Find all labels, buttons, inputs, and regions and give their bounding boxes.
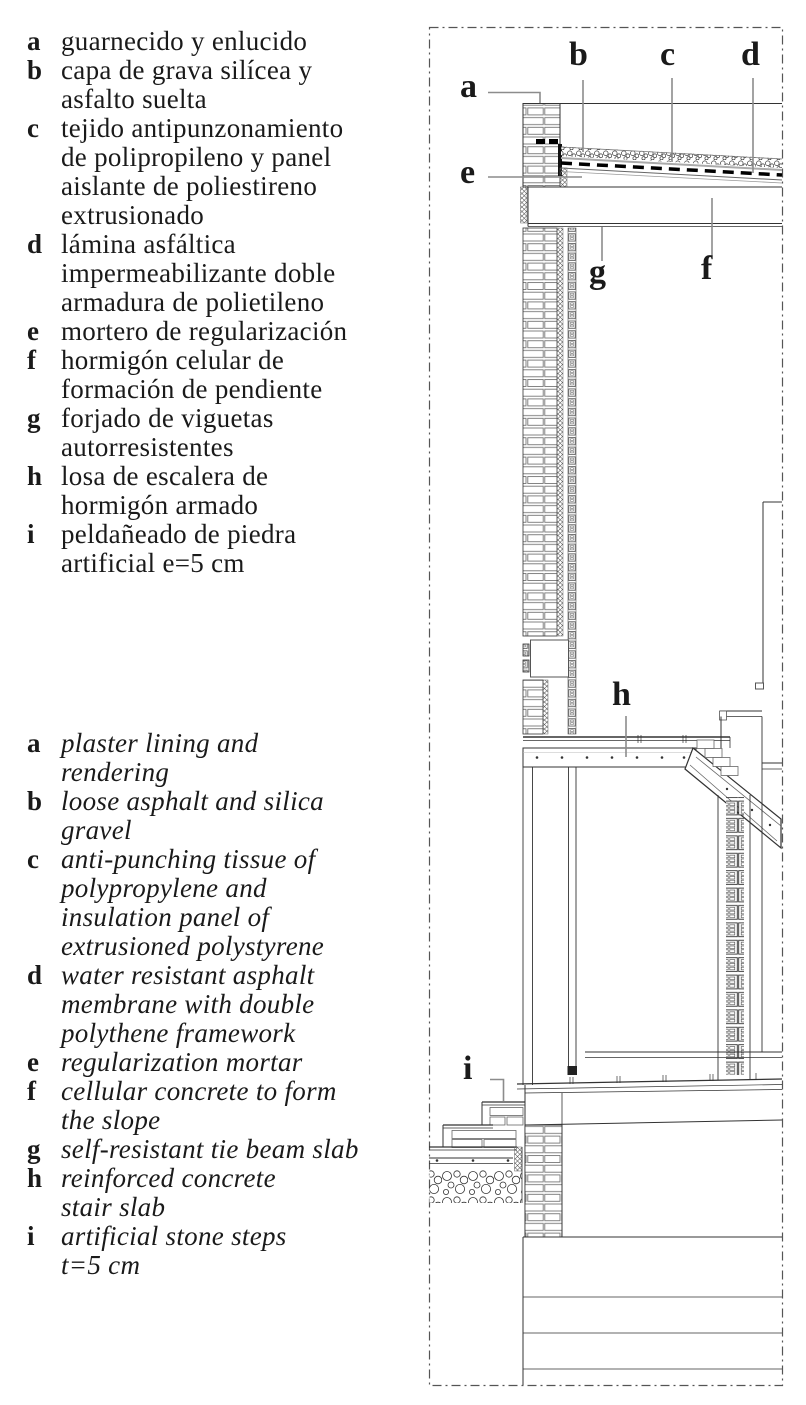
inner-hollow-brick-leaf xyxy=(568,228,576,734)
step-insulation xyxy=(515,1147,523,1171)
ground-strata-lines xyxy=(523,1237,782,1385)
legend-letter: f xyxy=(27,1076,37,1106)
screed-top xyxy=(517,1079,782,1084)
legend-line: membrane with double xyxy=(61,989,315,1019)
legend-line: gravel xyxy=(61,815,132,845)
legend-line: guarnecido y enlucido xyxy=(61,26,308,56)
legend-line: self-resistant tie beam slab xyxy=(61,1134,359,1164)
legend-line: armadura de polietileno xyxy=(61,287,325,317)
legend-letter: a xyxy=(27,26,41,56)
wall-box-recess xyxy=(531,640,569,677)
parapet-brick-wall xyxy=(523,104,560,188)
legend-line: losa de escalera de xyxy=(61,461,269,491)
gravel-bed xyxy=(430,1170,522,1203)
legend-letter: f xyxy=(27,345,37,375)
callout-b: b xyxy=(569,36,588,73)
legend-line: autorresistentes xyxy=(61,432,234,462)
legend-line: extrusionado xyxy=(61,200,205,230)
callout-g: g xyxy=(589,254,606,291)
cavity-wall xyxy=(523,228,576,734)
hollow-block-column xyxy=(726,797,744,1075)
legend-letter: a xyxy=(27,728,41,758)
callout-d: d xyxy=(741,36,760,73)
slab-bottom xyxy=(525,1120,782,1125)
legend-line: polypropylene and xyxy=(61,873,267,903)
lower-brick-leaf xyxy=(523,680,543,734)
legend-letter: h xyxy=(27,461,43,491)
legend-letter: h xyxy=(27,1163,43,1193)
entrance-steps xyxy=(429,1102,525,1203)
legend-letter: g xyxy=(27,403,41,433)
legend-line: cellular concrete to form xyxy=(61,1076,337,1106)
legend-letter: i xyxy=(27,519,35,549)
legend-letter: b xyxy=(27,55,43,85)
callout-h: h xyxy=(612,676,631,713)
parapet-dpc-dash xyxy=(549,139,558,144)
callout-e: e xyxy=(460,154,476,191)
legend-line: anti-punching tissue of xyxy=(61,844,316,874)
wall-insulation xyxy=(557,228,563,636)
lower-walls xyxy=(523,767,750,1085)
legend-letter: c xyxy=(27,113,40,143)
legend-line: forjado de viguetas xyxy=(61,403,274,433)
leader-i xyxy=(490,1080,504,1102)
small-block xyxy=(523,644,529,656)
legend-line: water resistant asphalt xyxy=(61,960,315,990)
legend-line: insulation panel of xyxy=(61,902,270,932)
legend-line: formación de pendiente xyxy=(61,374,323,404)
callout-c: c xyxy=(660,36,676,73)
wall-notch xyxy=(756,683,764,689)
legend-line: capa de grava silícea y xyxy=(61,55,313,85)
small-block xyxy=(523,660,529,672)
partition-base xyxy=(568,1066,578,1075)
callout-f: f xyxy=(701,250,713,287)
legend-line: reinforced concrete xyxy=(61,1163,276,1193)
leader-a xyxy=(488,93,540,104)
parapet-dpc-dash xyxy=(536,139,545,144)
legend-line: regularization mortar xyxy=(61,1047,303,1077)
legend-line: extrusioned polystyrene xyxy=(61,931,325,961)
legend-line: lámina asfáltica xyxy=(61,229,236,259)
legend-line: the slope xyxy=(61,1105,161,1135)
legend-letter: g xyxy=(27,1134,41,1164)
legend-letter: i xyxy=(27,1221,35,1251)
legend-line: stair slab xyxy=(61,1192,166,1222)
legend-line: plaster lining and xyxy=(61,728,259,758)
legend-line: impermeabilizante doble xyxy=(61,258,336,288)
legend-line: artificial stone steps xyxy=(61,1221,287,1251)
foundation-brick-wall xyxy=(525,1125,562,1237)
lower-insulation xyxy=(543,680,548,734)
legend-line: de polipropileno y panel xyxy=(61,142,332,172)
legend-line: aislante de poliestireno xyxy=(61,171,318,201)
legend-line: hormigón armado xyxy=(61,490,259,520)
legend-letter: d xyxy=(27,229,43,259)
legend-line: peldañeado de piedra xyxy=(61,519,297,549)
legend-line: t=5 cm xyxy=(61,1250,141,1280)
outer-brick-leaf xyxy=(523,228,557,636)
legend-letter: c xyxy=(27,844,40,874)
legend-letter: b xyxy=(27,786,43,816)
legend-line: hormigón celular de xyxy=(61,345,285,375)
roof-assembly xyxy=(521,104,783,227)
legend-line: polythene framework xyxy=(61,1018,296,1048)
legend-letter: d xyxy=(27,960,43,990)
slab-edge-insulation xyxy=(521,187,528,223)
legend-line: asfalto suelta xyxy=(61,84,207,114)
legend-letter: e xyxy=(27,1047,40,1077)
legend-line: rendering xyxy=(61,757,170,787)
ground-floor xyxy=(517,1052,782,1385)
callout-a: a xyxy=(460,68,477,105)
legend-line: mortero de regularización xyxy=(61,316,348,346)
stair-landing-slab xyxy=(523,748,696,767)
legend-line: artificial e=5 cm xyxy=(61,548,245,578)
legend-line: loose asphalt and silica xyxy=(61,786,324,816)
legend-letter: e xyxy=(27,316,40,346)
callout-i: i xyxy=(463,1050,473,1087)
legend-line: tejido antipunzonamiento xyxy=(61,113,344,143)
